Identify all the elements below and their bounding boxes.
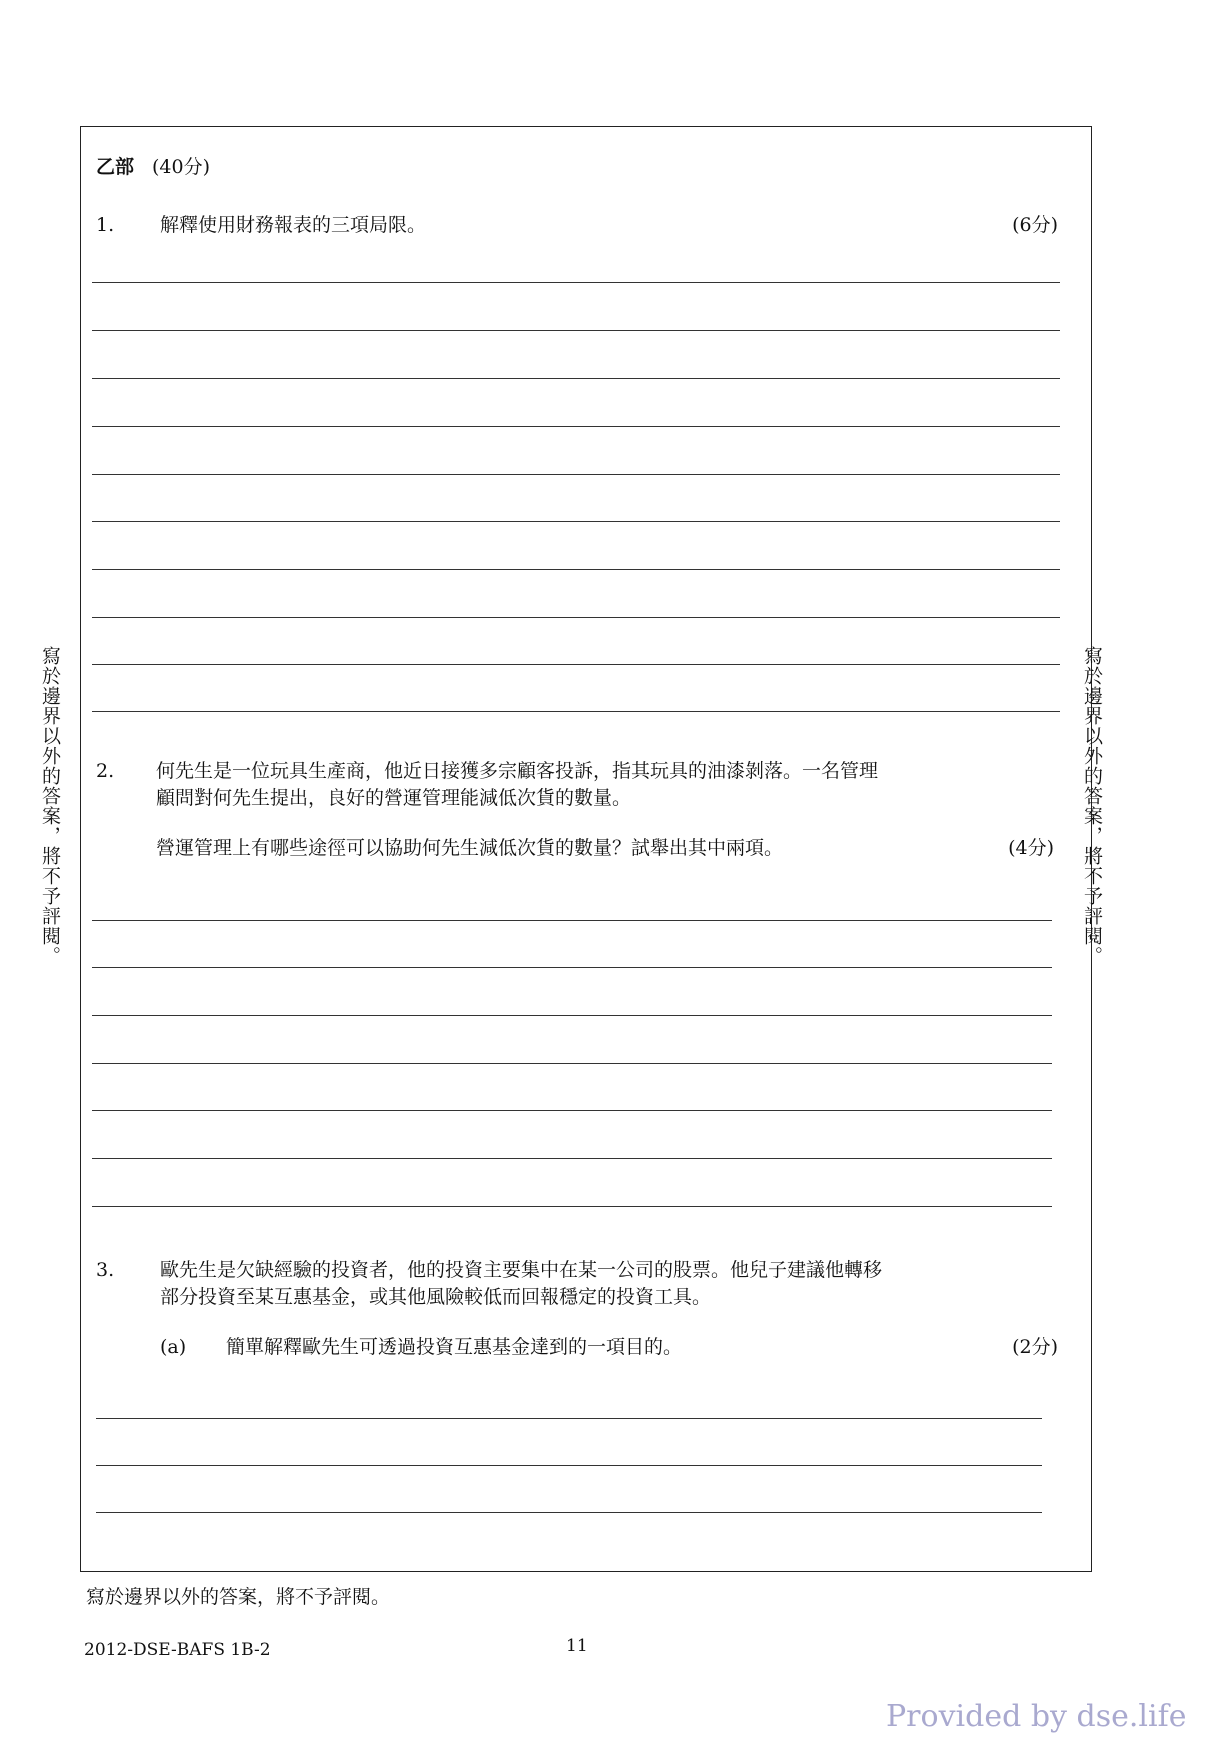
- provider-credit: Provided by dse.life: [886, 1699, 1187, 1734]
- answer-line[interactable]: [92, 521, 1060, 522]
- question-3a-text: 簡單解釋歐先生可透過投資互惠基金達到的一項目的。: [226, 1336, 683, 1358]
- answer-line[interactable]: [92, 1110, 1052, 1111]
- question-1-number: 1.: [96, 214, 115, 236]
- answer-line[interactable]: [92, 1206, 1052, 1207]
- question-3a-label: (a): [160, 1336, 187, 1358]
- right-margin-notice: 寫於邊界以外的答案，將不予評閱。: [1081, 646, 1103, 966]
- answer-line[interactable]: [92, 967, 1052, 968]
- question-3-text-line-2: 部分投資至某互惠基金，或其他風險較低而回報穩定的投資工具。: [160, 1286, 712, 1308]
- question-2-number: 2.: [96, 760, 115, 782]
- answer-line[interactable]: [92, 474, 1060, 475]
- section-marks: (40分): [152, 156, 211, 178]
- left-margin-notice: 寫於邊界以外的答案，將不予評閱。: [39, 646, 61, 966]
- answer-line[interactable]: [92, 569, 1060, 570]
- answer-line[interactable]: [96, 1418, 1042, 1419]
- section-title: 乙部: [96, 156, 135, 178]
- answer-line[interactable]: [92, 920, 1052, 921]
- answer-line[interactable]: [96, 1465, 1042, 1466]
- question-3a-marks: (2分): [1012, 1336, 1058, 1358]
- paper-code: 2012-DSE-BAFS 1B-2: [84, 1640, 271, 1660]
- answer-line[interactable]: [96, 1512, 1042, 1513]
- question-2-marks: (4分): [1008, 837, 1054, 859]
- question-3-number: 3.: [96, 1259, 115, 1281]
- answer-line[interactable]: [92, 378, 1060, 379]
- question-2-text-line-1: 何先生是一位玩具生產商，他近日接獲多宗顧客投訴，指其玩具的油漆剝落。一名管理: [156, 760, 879, 782]
- answer-line[interactable]: [92, 664, 1060, 665]
- footer-notice: 寫於邊界以外的答案，將不予評閱。: [86, 1586, 391, 1608]
- answer-line[interactable]: [92, 426, 1060, 427]
- answer-line[interactable]: [92, 282, 1060, 283]
- question-3-text-line-1: 歐先生是欠缺經驗的投資者，他的投資主要集中在某一公司的股票。他兒子建議他轉移: [160, 1259, 883, 1281]
- answer-line[interactable]: [92, 1158, 1052, 1159]
- question-1-marks: (6分): [1012, 214, 1058, 236]
- question-2-question: 營運管理上有哪些途徑可以協助何先生減低次貨的數量？試舉出其中兩項。: [156, 837, 784, 859]
- question-2-text-line-2: 顧問對何先生提出，良好的營運管理能減低次貨的數量。: [156, 787, 632, 809]
- page-number: 11: [566, 1636, 588, 1656]
- question-1-text: 解釋使用財務報表的三項局限。: [160, 214, 427, 236]
- answer-line[interactable]: [92, 330, 1060, 331]
- answer-line[interactable]: [92, 711, 1060, 712]
- answer-line[interactable]: [92, 617, 1060, 618]
- answer-line[interactable]: [92, 1063, 1052, 1064]
- answer-line[interactable]: [92, 1015, 1052, 1016]
